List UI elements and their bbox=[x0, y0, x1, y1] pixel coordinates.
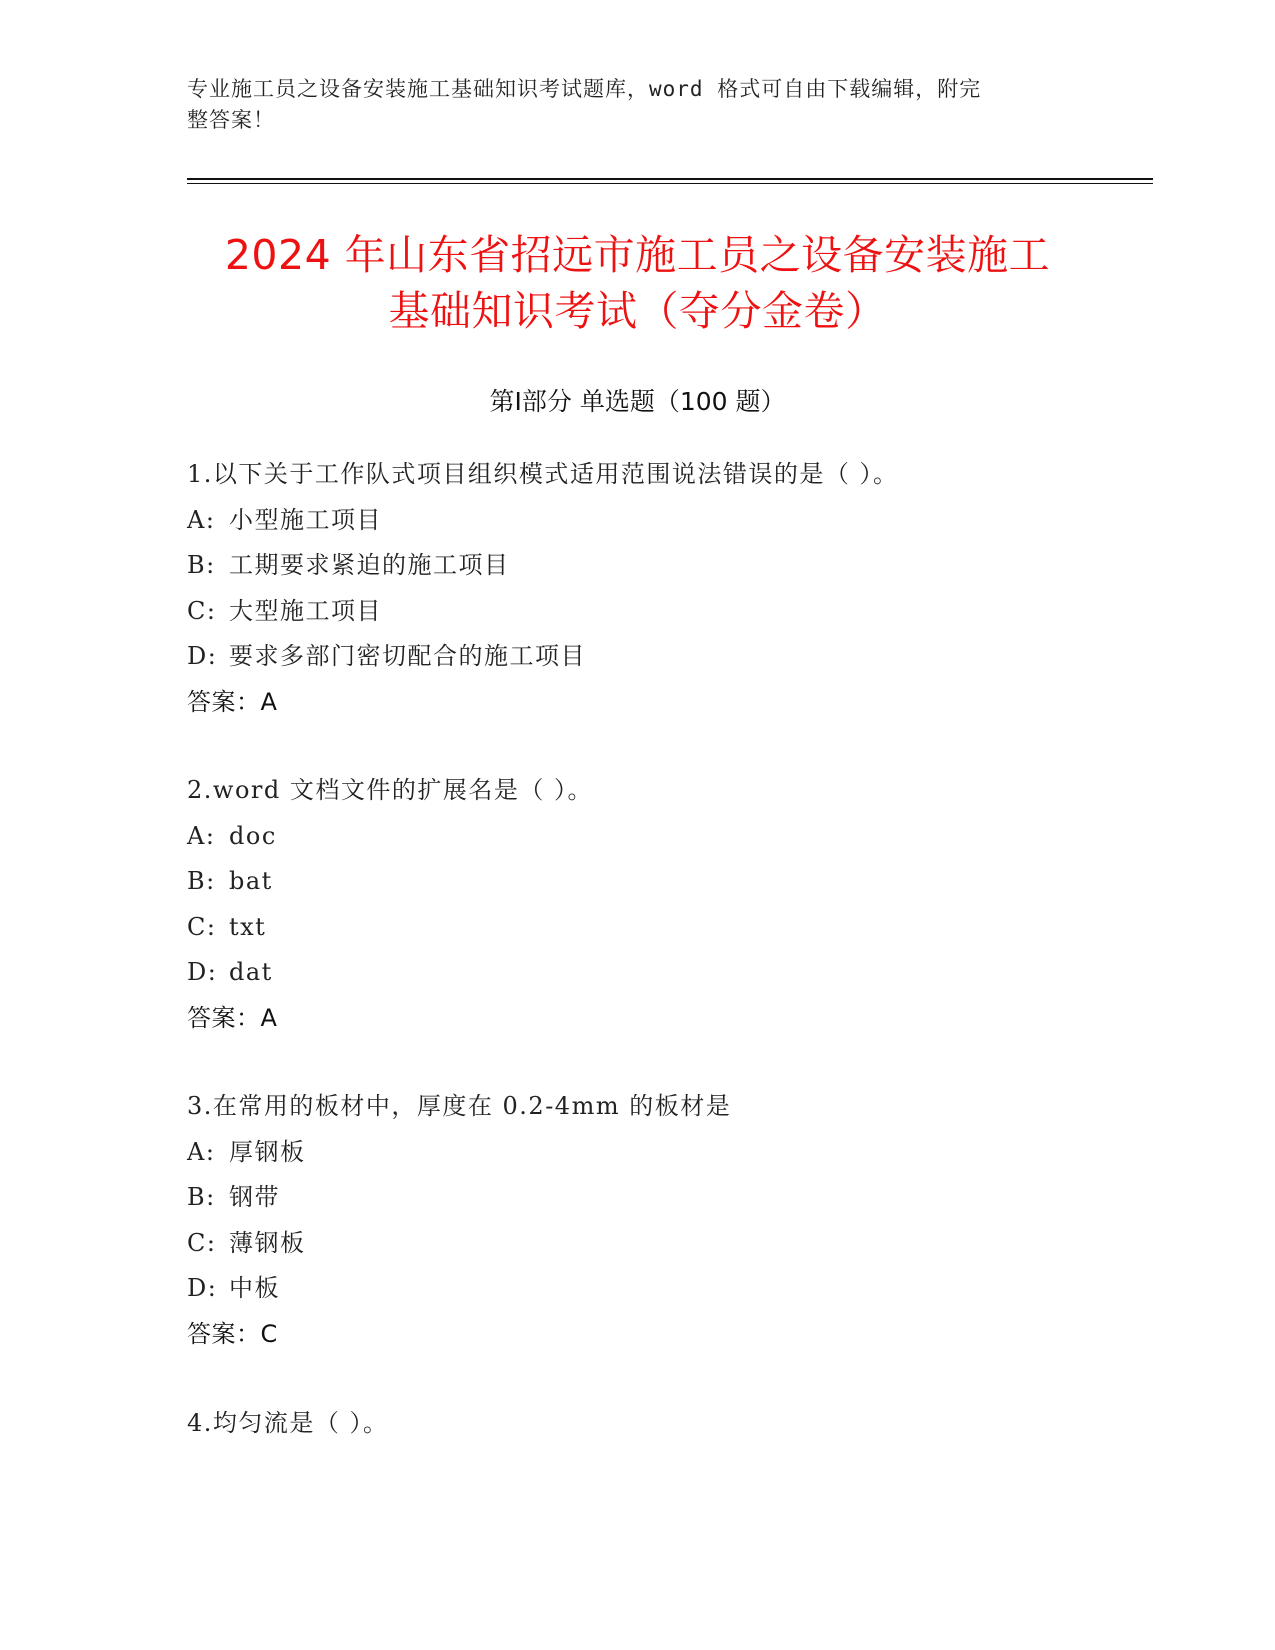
option-b bbox=[187, 1175, 1147, 1221]
option-letter: B: bbox=[187, 867, 216, 895]
option-a bbox=[187, 1130, 1147, 1176]
option-text: doc bbox=[229, 821, 277, 850]
option-letter: B: bbox=[187, 1183, 216, 1211]
answer: 答案：C bbox=[187, 1319, 278, 1348]
document-title bbox=[160, 227, 1115, 339]
option-c bbox=[187, 1221, 1147, 1267]
option-b bbox=[187, 543, 1147, 589]
document-title-line-1: 2024 年山东省招远市施工员之设备安装施工 bbox=[224, 231, 1051, 279]
option-text: bat bbox=[229, 867, 273, 895]
option-letter: C: bbox=[187, 596, 217, 625]
option-d bbox=[187, 950, 1147, 996]
option-letter: A: bbox=[187, 821, 216, 850]
header-note-line-2: 整答案！ bbox=[187, 108, 275, 132]
option-letter: A: bbox=[187, 1137, 216, 1166]
option-text: 钢带 bbox=[229, 1183, 280, 1211]
option-d bbox=[187, 1266, 1147, 1312]
question-stem: 3.在常用的板材中，厚度在 0.2-4mm 的板材是 bbox=[187, 1092, 732, 1120]
header-note-line-1: 专业施工员之设备安装施工基础知识考试题库，word 格式可自由下载编辑，附完 bbox=[187, 77, 982, 101]
question-2 bbox=[187, 768, 1147, 1041]
option-text: 中板 bbox=[229, 1274, 280, 1302]
option-letter: D: bbox=[187, 1274, 218, 1302]
option-letter: D: bbox=[187, 958, 218, 986]
question-1 bbox=[187, 452, 1147, 725]
option-d bbox=[187, 634, 1147, 680]
header-rule bbox=[187, 178, 1153, 180]
option-a bbox=[187, 814, 1147, 860]
question-stem: 1.以下关于工作队式项目组织模式适用范围说法错误的是（ ）。 bbox=[187, 460, 899, 488]
section-heading: 第Ⅰ部分 单选题（100 题） bbox=[489, 387, 786, 416]
option-letter: C: bbox=[187, 1228, 217, 1257]
question-stem: 4.均匀流是（ ）。 bbox=[187, 1409, 389, 1437]
question-stem: 2.word 文档文件的扩展名是（ ）。 bbox=[187, 776, 593, 804]
option-text: dat bbox=[229, 958, 273, 986]
question-4 bbox=[187, 1401, 1147, 1447]
option-a bbox=[187, 498, 1147, 544]
header-rule-thin bbox=[187, 183, 1153, 184]
option-text: 小型施工项目 bbox=[229, 505, 382, 534]
option-letter: D: bbox=[187, 642, 218, 670]
option-text: 工期要求紧迫的施工项目 bbox=[229, 551, 510, 579]
option-b bbox=[187, 859, 1147, 905]
option-text: 厚钢板 bbox=[229, 1137, 306, 1166]
option-text: 薄钢板 bbox=[229, 1228, 306, 1257]
option-text: 要求多部门密切配合的施工项目 bbox=[229, 642, 586, 670]
option-text: 大型施工项目 bbox=[229, 596, 382, 625]
answer: 答案：A bbox=[187, 687, 278, 716]
question-3 bbox=[187, 1084, 1147, 1357]
option-letter: B: bbox=[187, 551, 216, 579]
option-text: txt bbox=[229, 912, 267, 941]
option-c bbox=[187, 905, 1147, 951]
answer: 答案：A bbox=[187, 1003, 278, 1032]
option-c bbox=[187, 589, 1147, 635]
header-note bbox=[187, 74, 1067, 136]
option-letter: C: bbox=[187, 912, 217, 941]
option-letter: A: bbox=[187, 505, 216, 534]
document-title-line-2: 基础知识考试（夺分金卷） bbox=[388, 287, 887, 335]
